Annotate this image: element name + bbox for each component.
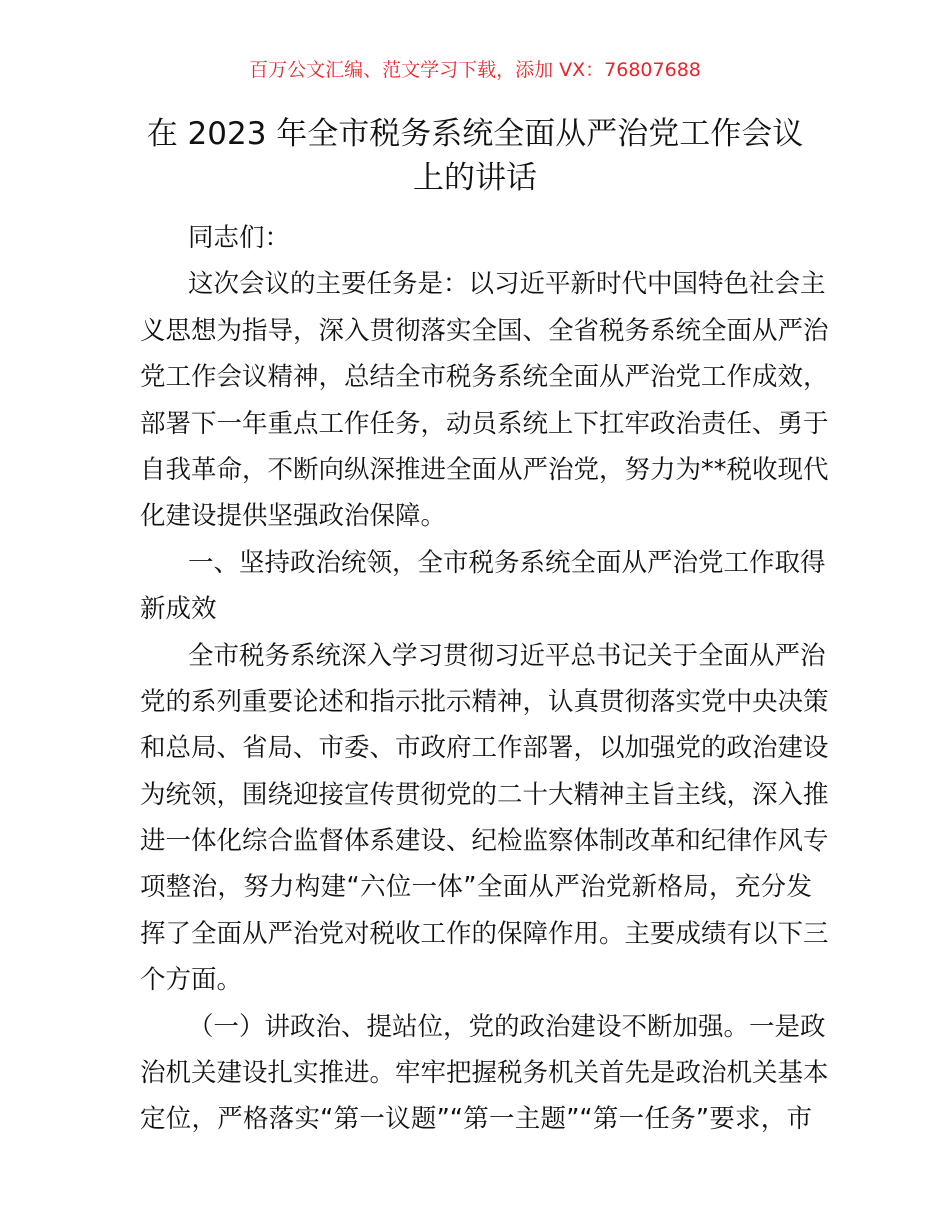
document-title [120, 112, 830, 200]
text-line: 党工作会议精神，总结全市税务系统全面从严治党工作成效， [140, 362, 829, 393]
text-line: 新成效 [140, 594, 217, 625]
text-line: 义思想为指导，深入贯彻落实全国、全省税务系统全面从严治 [140, 315, 829, 346]
text-line: 化建设提供坚强政治保障。 [140, 501, 447, 532]
salutation: 同志们： [188, 223, 291, 253]
watermark-text: 百万公文汇编、范文学习下载，添加 VX：76807688 [249, 59, 701, 81]
text-line: 党的系列重要论述和指示批示精神，认真贯彻落实党中央决策 [140, 686, 829, 717]
text-line: （一）讲政治、提站位，党的政治建设不断加强。一是政 [188, 1011, 826, 1042]
text-line: 挥了全面从严治党对税收工作的保障作用。主要成绩有以下三 [140, 918, 829, 949]
text-line: 个方面。 [140, 965, 243, 996]
text-line: 和总局、省局、市委、市政府工作部署，以加强党的政治建设 [140, 733, 829, 764]
text-line: 一、坚持政治统领，全市税务系统全面从严治党工作取得 [188, 547, 826, 578]
text-line: 自我革命，不断向纵深推进全面从严治党，努力为**税收现代 [140, 454, 829, 485]
title-line: 在 2023 年全市税务系统全面从严治党工作会议 [146, 116, 804, 152]
text-line: 项整治，努力构建“六位一体”全面从严治党新格局，充分发 [140, 872, 812, 903]
text-line: 进一体化综合监督体系建设、纪检监察体制改革和纪律作风专 [140, 826, 829, 857]
paragraph-intro [140, 261, 829, 539]
text-line: 全市税务系统深入学习贯彻习近平总书记关于全面从严治 [188, 640, 826, 671]
text-line: 部署下一年重点工作任务，动员系统上下扛牢政治责任、勇于 [140, 408, 829, 439]
text-line: 这次会议的主要任务是：以习近平新时代中国特色社会主 [188, 269, 826, 300]
text-line: 治机关建设扎实推进。牢牢把握税务机关首先是政治机关基本 [140, 1058, 829, 1089]
section-heading-1 [140, 540, 826, 633]
paragraph-summary [140, 633, 829, 1004]
paragraph-subsection-1 [140, 1004, 829, 1143]
text-line: 为统领，围绕迎接宣传贯彻党的二十大精神主旨主线，深入推 [140, 779, 829, 810]
title-line: 上的讲话 [413, 160, 537, 196]
document-body [140, 215, 829, 1143]
text-line: 定位，严格落实“第一议题”“第一主题”“第一任务”要求，市 [140, 1104, 812, 1135]
